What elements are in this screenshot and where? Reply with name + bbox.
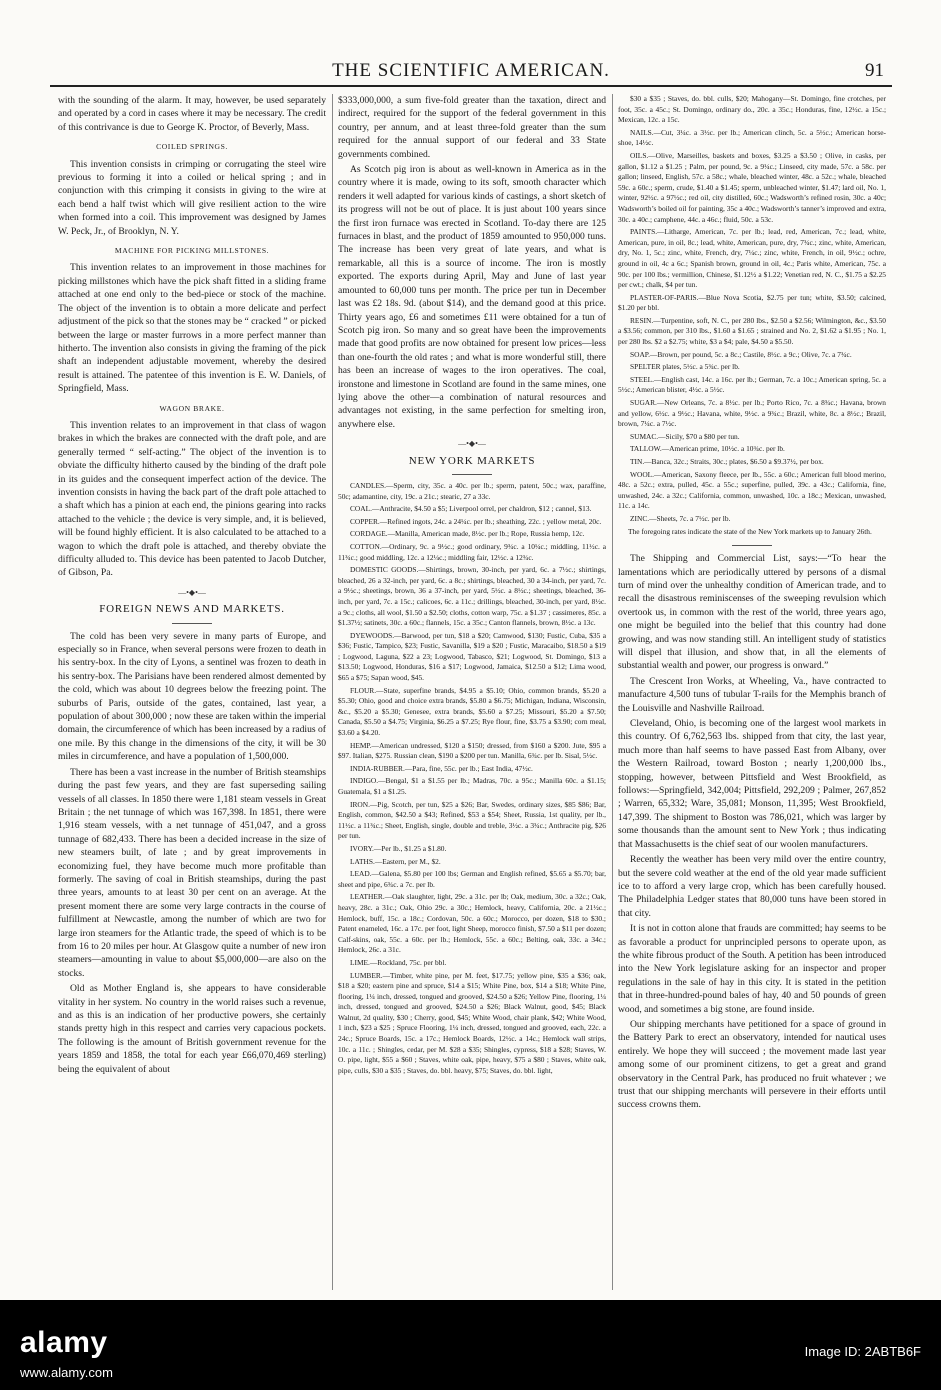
hay-fraud-paragraph: It is not in cotton alone that frauds are committed; hay seems to be as favorable a product for unprincipled persons to operate upon, as the white fibrous product of the South. A petition has been introduced into the New York legislature asking for an inspector and proper regulations in the sale of hay in this city. It is stated in the petition that in three-hundred-pound bales of hay, 40 and 50 pounds of green wood, and sometimes a big stone, are found inside. <box>618 923 886 1015</box>
ny-markets-heading: NEW YORK MARKETS <box>408 454 536 467</box>
market-entry: TALLOW.—American prime, 10½c. a 10¾c. per lb. <box>630 444 785 454</box>
market-entry: SUGAR.—New Orleans, 7c. a 8½c. per lb.; Porto Rico, 7c. a 8¾c.; Havana, brown and yellow, 6½c. a 9½c.; Havana, white, 9½c. a 9¾c.; Brazil, white, 8c. a 8½c.; Brazil, brown, 7¼c. a 7½c. <box>618 398 886 429</box>
market-entry: ZINC.—Sheets, 7c. a 7½c. per lb. <box>630 513 731 523</box>
crescent-iron-paragraph: The Crescent Iron Works, at Wheeling, Va., have contracted to manufacture 4,500 tuns of tubular T-rails for the Memphis branch of the Louisville and Nashville Railroad. <box>618 675 886 714</box>
foreign-news-paragraph: There has been a vast increase in the number of British steamships during the past few years, and they are fast superseding sailing vessels of all classes. In 1850 there were 1,181 steam vessels in Great Britain ; the net tunnage of which was 167,398. In 1851, there were 1,916 steam vessels, with a net tunnage of 451,047, and a gross tunnage of 682,433. There has been a decided increase in the size of new steamers built, of late ; and by great improvements in economizing fuel, they have become much more profitable than formerly. The saving of coal in British steamships, during the past three years, amounts to at least 30 per cent on an average. At the present moment there are some very large contracts in the course of fulfillment at Newcastle, among the number of which are two for large iron steamers for the Atlantic trade, the speed of which is to be from 16 to 20 miles per hour. At Glasgow quite a number of new iron steamers—amounting in value to about $5,000,000—are also on the stocks. <box>58 766 326 979</box>
section-rule <box>732 545 772 546</box>
market-entry: DOMESTIC GOODS.—Shirtings, brown, 30-inch, per yard, 6c. a 7½c.; shirtings, bleached, 26 a 32-inch, per yard, 6c. a 8c.; shirtings, bleached, 30 a 34-inch, per yard, 7c. a 9½c.; sheetings, brown, 36 a 37-inch, per yard, 5½c. a 8½c.; sheetings, bleached, 36-inch, per yard, 7c. a 15c.; calicoes, 6c. a 11c.; drillings, bleached, 30-inch, per yard, 8½c. a 9c.; cloths, all wool, $1.50 a $2.50; cloths, cotton warp, 75c. a $1.37 ; cassimeres, 85c. a $1.37½; satinets, 30c. a 60c.; flannels, 15c. a 35c.; Canton flannels, brown, 8½c. a 13c. <box>338 565 606 628</box>
section-ornament: —•◆•— <box>178 587 206 597</box>
market-entry: WOOL.—American, Saxony fleece, per lb., 55c. a 60c.; American full blood merino, 48c. a 52c.; extra, pulled, 45c. a 55c.; superfine, pulled, 39c. a 43c.; California, fine, unwashed, 24c. a 32c.; California, common, unwashed, 10c. a 18c.; Mexican, unwashed, 11c. a 14c. <box>618 469 886 511</box>
page-number: 91 <box>865 60 884 81</box>
column-divider <box>332 94 333 1290</box>
watermark-footer <box>0 1300 941 1390</box>
market-entry: TIN.—Banca, 32c.; Straits, 30c.; plates, $6.50 a $9.37½, per box. <box>630 457 824 466</box>
market-entry: FLOUR.—State, superfine brands, $4.95 a $5.10; Ohio, common brands, $5.20 a $5.30; Ohio, good and choice extra brands, $5.80 a $6.75; Michigan, Indiana, Wisconsin, &c., $5.20 a $5.30; Genesee, extra brands, $5.60 a $7.25; Missouri, $5.20 a $7.50; Canada, $5.50 a $4.75; Virginia, $6.25 a $7.25; Rye flour, fine, $3.75 a $3.90; corn meal, $3.60 a $4.20. <box>338 685 606 738</box>
market-entry: SOAP.—Brown, per pound, 5c. a 8c.; Castile, 8½c. a 9c.; Olive, 7c. a 7¾c. <box>630 349 852 359</box>
weather-paragraph: Recently the weather has been very mild over the entire country, but the severe cold weather at the end of the old year made sufficient ice to to afford a very large crop, which has been carefully housed. The Philadelphia Ledger states that 80,000 tuns have been stored in that city. <box>618 854 886 919</box>
coiled-springs-text: This invention consists in crimping or corrugating the steel wire previous to forming it into a coiled or helical spring ; and in conjunction with this crimping it consists in giving to the wire at each bend a half twist which will give resilient action to the wire when formed into a coil. This improvement was designed by James W. Peck, Jr., of Brooklyn, N. Y. <box>58 158 326 237</box>
millstones-heading: MACHINE FOR PICKING MILLSTONES. <box>114 246 270 256</box>
market-entry: LATHS.—Eastern, per M., $2. <box>350 856 441 866</box>
market-entry: INDIA-RUBBER.—Para, fine, 55c. per lb.; East India, 47½c. <box>350 763 533 773</box>
heading-rule <box>172 623 212 624</box>
market-entry: IRON.—Pig, Scotch, per tun, $25 a $26; Bar, Swedes, ordinary sizes, $85 $86; Bar, English, common, $42.50 a $43; Refined, $53 a $54; Sheet, Russia, 1st quality, per lb., 11½c. a 11¾c.; Sheet, English, single, double and treble, 3½c. a 3¾c.; Anthracite pig, $26 per tun. <box>338 799 606 841</box>
market-entry: LEATHER.—Oak slaughter, light, 29c. a 31c. per lb; Oak, medium, 30c. a 32c.; Oak, heavy, 28c. a 31c.; Oak, Ohio 29c. a 30c.; Hemlock, heavy, California, 20c. a 21½c.; Hemlock, buff, 15c. a 18c.; Cordovan, 50c. a 60c.; Morocco, per dozen, $18 to $30.; Patent enameled, 16c. a 17c. per foot, light Sheep, morocco finish, $7.50 a $11 per dozen; Calf-skins, oak, 55c. a 60c. per lb.; Hemlock, 55c. a 60c.; Belting, oak, 33c. a 34c.; Hemlock, 26c. a 31c. <box>338 892 606 955</box>
masthead-title: THE SCIENTIFIC AMERICAN. <box>332 60 610 81</box>
page-header <box>50 60 892 82</box>
market-entry: LEAD.—Galena, $5.80 per 100 lbs; German and English refined, $5.65 a $5.70; bar, sheet and pipe, 6¾c. a 7c. per lb. <box>338 869 606 889</box>
foreign-news-paragraph: Old as Mother England is, she appears to have considerable vitality in her system. No country in the world raises such a revenue, and as this is an indication of her productive powers, she certainly stands pretty high in this respect and carries very capacious pockets. The following is the amount of British government revenue for the years 1859 and 1858, the total for each year £66,070,469 sterling) being the equivalent of about <box>58 983 326 1075</box>
market-entry: RESIN.—Turpentine, soft, N. C., per 280 lbs., $2.50 a $2.56; Wilmington, &c., $3.50 a $3.56; common, per 310 lbs., $1.60 a $1.65 ; strained and No. 2, $1.62 a $1.95 ; No. 1, per 280 lbs. $2 a $2.75; white, $3 a $4; pale, $4.50 a $5.50. <box>618 315 886 347</box>
market-entry: COPPER.—Refined ingots, 24c. a 24¼c. per lb.; sheathing, 22c. ; yellow metal, 20c. <box>350 516 602 526</box>
column-1 <box>58 94 326 1290</box>
heading-rule <box>452 474 492 475</box>
market-entry: DYEWOODS.—Barwood, per tun, $18 a $20; Camwood, $130; Fustic, Cuba, $35 a $36; Fustic, Tampico, $23; Fustic, Savanilla, $19 a $20 ; Fustic, Maracaibo, $18.50 a $19 ; Logwood, Laguna, $22 a 23; Logwood, Tabasco, $21; Logwood, St. Domingo, $13 a $13.50; Logwood, Honduras, $16 a $17; Logwood, Jamaica, $12.50 a $12; Lima wood, $65 a $75; Sapan wood, $45. <box>338 630 606 683</box>
market-entry: STEEL.—English cast, 14c. a 16c. per lb.; German, 7c. a 10c.; American spring, 5c. a 5½c.; American blister, 4½c. a 5½c. <box>618 374 886 395</box>
column-2 <box>338 94 606 1290</box>
commercial-list-paragraph: The Shipping and Commercial List, says:—“To hear the lamentations which are periodically uttered by persons of a dismal turn of mind over the unhealthy condition of American trade, and to recall the disastrous reminiscenses of the sweeping revulsion which overtook us, in common with the rest of the world, three years ago, one might be beguiled into the belief that this country had done growing, and was now standing still. An intelligent study of statistics will dispel that illusion, and show that, in all the elements of substantial wealth and power, our progress is onward.” <box>618 553 886 672</box>
market-entry: CORDAGE.—Manilla, American made, 8½c. per lb.; Rope, Russia hemp, 12c. <box>350 529 585 539</box>
section-ornament: —•◆•— <box>458 439 486 449</box>
watermark-url: www.alamy.com <box>20 1365 113 1380</box>
market-entry: LUMBER.—Timber, white pine, per M. feet, $17.75; yellow pine, $35 a $36; oak, $18 a $20; eastern pine and spruce, $14 a $15; White Pine, box, $14 a $18; White Pine, flooring, 1¼ inch, dressed, tongued and grooved, $24.50 a $26; Yellow Pine, flooring, 1¼ inch, dressed, tongued and grooved, $24.50 a $26; Black Walnut, good, $45; Black Walnut, 2d quality, $30 ; Cherry, good, $45; White Wood, chair plank, $42; White Wood, 1 inch, $23 a $25 ; Spruce Flooring, 1¼ inch, dressed, tongued and grooved, each, 22c. a 24c.; Spruce Boards, 15c. a 17c.; Hemlock Boards, 12½c. a 14c.; Hemlock wall strips, 10c. a 11c. ; Shingles, cedar, per M. $28 a $35; Shingles, cypress, $18 a $28; Staves, W. O. pipe, light, $55 a $60 ; Staves, white oak, pipe, heavy, $75 a $80 ; Staves, white oak, pipe, culls, $30 a $35 ; Staves, do. bbl. heavy, $75; Staves, do. bbl. light, <box>338 970 606 1075</box>
column-3 <box>618 94 886 1290</box>
millstones-text: This invention relates to an improvement in those machines for picking millstones which have the pick shaft fitted in a sliding frame attached at one end only to the bed-piece or stock of the machine. The object of the invention is to obtain a more delicate and perfect adjustment of the pick so that the stones may be “ cracked ” or picked between the large or master furrows in a more perfect manner than hitherto. The invention also consists in giving the framing of the pick shaft an independent adjustable movement, whereby the desired result is attained. The patentee of this invention is E. W. Daniels, of Springfield, Mass. <box>58 262 326 395</box>
market-entry: PLASTER-OF-PARIS.—Blue Nova Scotia, $2.75 per tun; white, $3.50; calcined, $1.20 per bbl. <box>618 292 886 313</box>
market-entry: COAL.—Anthracite, $4.50 a $5; Liverpool orrel, per chaldron, $12 ; cannel, $13. <box>350 504 592 514</box>
market-entry: OILS.—Olive, Marseilles, baskets and boxes, $3.25 a $3.50 ; Olive, in casks, per gallon, $1.12 a $1.25 ; Palm, per pound, 9c. a 9¼c.; Linseed, city made, 57c. a 58c. per gallon; linseed, English, 57c. a 58c.; whale, bleached winter, 48c. a 52c.; whale, bleached 59c. a 60c.; sperm, crude, $1.40 a $1.45; sperm, unbleached winter, $1.47; lard oil, No. 1, winter, 92½c. a 97½c.; red oil, city distilled, 60c.; Wadsworth’s refined rosin, 30c. a 40c; Wadsworth’s boiled oil for painting, 35c a 40c.; Wadsworth’s tanner’s improved and extra, 30c. a 40c.; camphene, 44c. a 46c.; fluid, 50c. a 53c. <box>618 150 886 224</box>
foreign-news-heading: FOREIGN NEWS AND MARKETS. <box>99 603 285 616</box>
market-entry: $30 a $35 ; Staves, do. bbl. culls, $20; Mahogany—St. Domingo, fine crotches, per foot, 35c. a 45c.; St. Domingo, ordinary do., 20c. a 35c.; Honduras, fine, 12½c. a 15c.; Mexican, 12c. a 15c. <box>618 94 886 125</box>
market-entry: SPELTER plates, 5½c. a 5¾c. per lb. <box>630 362 740 372</box>
market-entry: COTTON.—Ordinary, 9c. a 9½c.; good ordinary, 9¾c. a 10¼c.; middling, 11½c. a 11¾c.; good middling, 12c. a 12¼c.; middling fair, 12½c. a 12¾c. <box>338 541 606 562</box>
scotch-pig-iron-paragraph: As Scotch pig iron is about as well-known in America as in the country where it is made, owing to its soft, smooth character which renders it well adapted for various kinds of castings, a short sketch of its progress will not be out of place. It is just about 100 years since the first iron furnace was erected in Scotland. To-day there are 125 furnaces in blast, and the product of 1859 amounted to 950,000 tuns. The increase has been very great of late years, and what is remarkable, all this is a source of income. The iron is mostly exported. The exports during April, May and June of last year amounted to 60,000 tuns per month. The price per tun in December last was £2 18s. 9d. (about $14), and the demand good at this price. Thirty years ago, £6 and sometimes £11 were obtained for a tun of Scotch pig iron. So many and so great have been the improvements made that good profits are now obtained for present low prices—less than one-fourth the old rates ; and what is more wonderful still, there has been an increase of wages to the iron operatives. The coal, ironstone and limestone in Scotland are found in the same mines, one lying above the other—a combination of natural resources and advantages not existing, in the same perfection for smelting iron, anywhere else. <box>338 164 606 430</box>
wagon-brake-heading: WAGON BRAKE. <box>159 403 225 413</box>
markets-note: The foregoing rates indicate the state of the New York markets up to January 26th. <box>628 526 872 536</box>
market-entry: INDIGO.—Bengal, $1 a $1.55 per lb.; Madras, 70c. a 95c.; Manilla 60c. a $1.15; Guatemala, $1 a $1.25. <box>338 776 606 796</box>
header-rule <box>50 85 892 87</box>
market-entry: PAINTS.—Litharge, American, 7c. per lb.; lead, red, American, 7c.; lead, white, American, pure, in oil, 8c.; lead, white, American, pure, dry, 7¾c.; zinc, white, American, dry, No. 1, 5c.; zinc, white, French, dry, 7¼c.; zinc, white, French, in oil, 9½c.; ochre, ground in oil, 4c a 6c.; Spanish brown, ground in oil, 4c.; Paris white, American, 75c. a 90c. per 100 lbs.; vermillion, Chinese, $1.12½ a $1.22; Venetian red, N. C., $1.75 a $2.25 per cwt.; chalk, $4 per tun. <box>618 227 886 290</box>
cleveland-wool-paragraph: Cleveland, Ohio, is becoming one of the largest wool markets in this country. Of 6,762,563 lbs. shipped from that city, the last year, much more than half seems to have passed East from Albany, over the Western Railroad, toward Boston ; nearly 1,200,000 lbs., stopping, however, between Pittsfield and West Brookfield, as follows:—Springfield, 342,004; Pittsfield, 292,209 ; Palmer, 267,852 ; Warren, 65,332; Ware, 35,081; Monson, 11,395; West Brookfield, 147,399. The shipment to Boston was 786,021, which was larger by some thousands than the amount sent to New York ; thus indicating that Massachusetts is the chief seat of our woolen manufacturers. <box>618 718 886 850</box>
wagon-brake-text: This invention relates to an improvement in that class of wagon brakes in which the brakes are connected with the draft pole, and are generally termed “ self-acting.” The object of the invention is to obviate the difficulty hitherto caused by the binding of the draft pole in its guides and the consequent imperfect action of the device. The invention consists in having the back part of the draft pole attached to a shaft which has a pinion at each end, the pinions gearing into racks attached to the vehicle ; the device is very simple, and, it is believed, will be found highly efficient. It is also calculated to be attached to a wagon to which the draft pole is attached, and thereby obviate the difficulty alluded to. This device has been patented to Jacob Dutcher, of Gibson, Pa. <box>58 419 326 579</box>
column-divider <box>612 94 613 1290</box>
article-continuation: with the sounding of the alarm. It may, however, be used separately and operated by a cord in cases where it may be necessary. The credit of this contrivance is due to George K. Proctor, of Beverly, Mass. <box>58 95 326 133</box>
market-entry: NAILS.—Cut, 3¼c. a 3½c. per lb.; American clinch, 5c. a 5½c.; American horse-shoe, 14½c. <box>618 127 886 148</box>
watermark-logo: alamy <box>20 1326 108 1359</box>
market-entry: LIME.—Rockland, 75c. per bbl. <box>350 957 447 967</box>
observatory-paragraph: Our shipping merchants have petitioned for a space of ground in the Battery Park to erect an observatory, intended for nautical uses entirely. We hope they will succeed ; the movement made last year among some of our prominent citizens, to get a great and grand observatory in the Central Park, has produced no fruit whatever ; we trust that our shipping merchants will persevere in their efforts until success crowns them. <box>618 1018 886 1111</box>
market-entry: CANDLES.—Sperm, city, 35c. a 40c. per lb.; sperm, patent, 50c.; wax, paraffine, 50c; adamantine, city, 19c. a 21c.; stearic, 27 a 33c. <box>338 480 606 501</box>
foreign-news-paragraph: The cold has been very severe in many parts of Europe, and especially so in France, when several persons were frozen to death in his sentry-box. In the city of Lyons, a sentinel was frozen to death in his sentry-box. The Parisians have been rendered almost demented by the cold, which was about 10 degrees below the freezing point. The suburbs of Paris, outside of the gates, contained, last year, a population of about 300,000 ; now these are taken within the imperial domain, the circumference of which has been increased by a radius of one mile. By this change in the dimensions of the city, it will be 30 miles in circumference, and have a population of 1,500,000. <box>58 630 326 763</box>
market-entry: SUMAC.—Sicily, $70 a $80 per tun. <box>630 431 740 441</box>
market-entry: HEMP.—American undressed, $120 a $150; dressed, from $160 a $200. Jute, $95 a $97. Italian, $275. Russian clean, $190 a $200 per tun. Manilla, 6¾c. per lb. Sisal, 5½c. <box>338 740 606 761</box>
coiled-springs-heading: COILED SPRINGS. <box>156 142 228 152</box>
revenue-continuation: $333,000,000, a sum five-fold greater than the taxation, direct and indirect, required for the support of the federal government in this country, per annum, and at least three-fold greater than the sum required for the annual support of our federal and 33 State governments combined. <box>338 95 606 160</box>
image-id-label: Image ID: 2ABTB6F <box>804 1344 921 1359</box>
market-entry: IVORY.—Per lb., $1.25 a $1.80. <box>350 843 447 853</box>
